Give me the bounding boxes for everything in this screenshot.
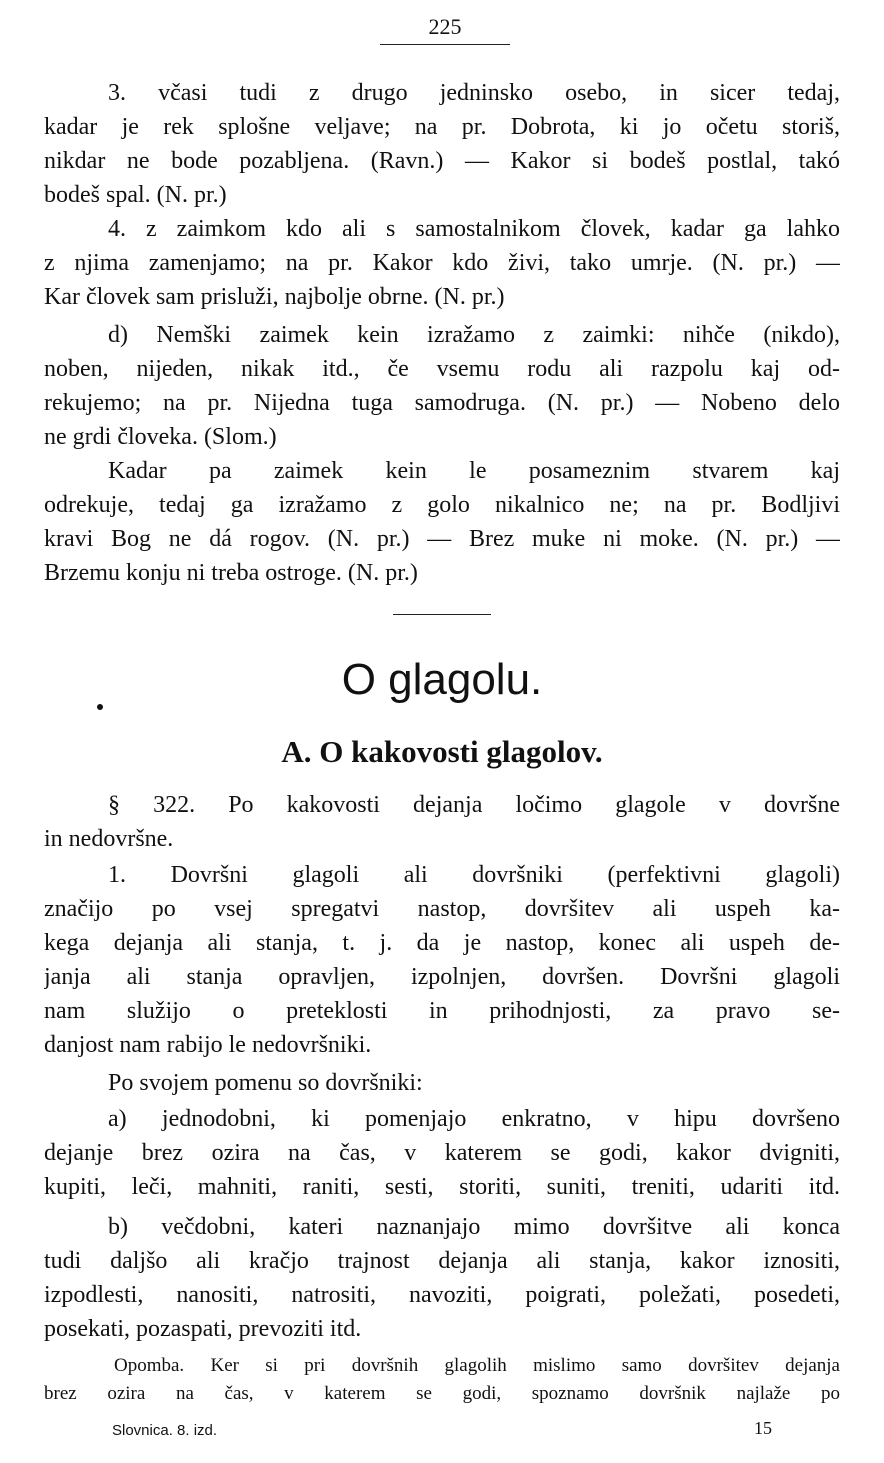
text-line: kupiti, leči, mahniti, raniti, sesti, storiti, suniti, treniti, udariti itd.	[44, 1174, 840, 1200]
text-line: § 322. Po kakovosti dejanja ločimo glagole v dovršne	[108, 792, 840, 818]
text-line: in nedovršne.	[44, 826, 174, 852]
text-line: posekati, pozaspati, prevoziti itd.	[44, 1316, 362, 1342]
text-line: danjost nam rabijo le nedovršniki.	[44, 1032, 372, 1058]
text-line: tudi daljšo ali kračjo trajnost dejanja ali stanja, kakor iznositi,	[44, 1248, 840, 1274]
chapter-heading: O glagolu.	[341, 655, 543, 704]
text-line: ne grdi človeka. (Slom.)	[44, 424, 277, 450]
text-line: Kar človek sam prisluži, najbolje obrne. (N. pr.)	[44, 284, 505, 310]
text-line: bodeš spal. (N. pr.)	[44, 182, 227, 208]
text-line: b) večdobni, kateri naznanjajo mimo dovršitve ali konca	[108, 1214, 840, 1240]
text-line: a) jednodobni, ki pomenjajo enkratno, v hipu dovršeno	[108, 1106, 840, 1132]
text-line: dejanje brez ozira na čas, v katerem se godi, kakor dvigniti,	[44, 1140, 840, 1166]
text-line: z njima zamenjamo; na pr. Kakor kdo živi, tako umrje. (N. pr.) —	[44, 250, 840, 276]
section-heading: A. O kakovosti glagolov.	[281, 734, 603, 769]
text-line: kadar je rek splošne veljave; na pr. Dobrota, ki jo očetu storiš,	[44, 114, 840, 140]
text-line: noben, nijeden, nikak itd., če vsemu rodu ali razpolu kaj od-	[44, 356, 840, 382]
text-line: kravi Bog ne dá rogov. (N. pr.) — Brez muke ni moke. (N. pr.) —	[44, 526, 840, 552]
text-line: Brzemu konju ni treba ostroge. (N. pr.)	[44, 560, 418, 586]
text-line: nikdar ne bode pozabljena. (Ravn.) — Kakor si bodeš postlal, takó	[44, 148, 840, 174]
section-divider	[393, 614, 491, 615]
text-line: 4. z zaimkom kdo ali s samostalnikom človek, kadar ga lahko	[108, 216, 840, 242]
page-number: 225	[380, 14, 510, 45]
text-line: izpodlesti, nanositi, natrositi, navoziti, poigrati, poležati, posedeti,	[44, 1282, 840, 1308]
text-line: Kadar pa zaimek kein le posameznim stvarem kaj	[108, 458, 840, 484]
text-line: kega dejanja ali stanja, t. j. da je nastop, konec ali uspeh de-	[44, 930, 840, 956]
text-line: 1. Dovršni glagoli ali dovršniki (perfektivni glagoli)	[108, 862, 840, 888]
footer-signature: Slovnica. 8. izd.	[112, 1422, 218, 1439]
note-line: brez ozira na čas, v katerem se godi, spoznamo dovršnik najlaže po	[44, 1383, 840, 1404]
text-line: janja ali stanja opravljen, izpolnjen, dovršen. Dovršni glagoli	[44, 964, 840, 990]
text-line: rekujemo; na pr. Nijedna tuga samodruga. (N. pr.) — Nobeno delo	[44, 390, 840, 416]
text-line: 3. včasi tudi z drugo jedninsko osebo, in sicer tedaj,	[108, 80, 840, 106]
text-line: nam služijo o preteklosti in prihodnjosti, za pravo se-	[44, 998, 840, 1024]
note-line: Opomba. Ker si pri dovršnih glagolih mislimo samo dovršitev dejanja	[114, 1355, 840, 1376]
footer-sheet-number: 15	[754, 1418, 772, 1438]
text-line: značijo po vsej spregatvi nastop, dovršitev ali uspeh ka-	[44, 896, 840, 922]
text-line: Po svojem pomenu so dovršniki:	[108, 1070, 423, 1096]
text-line: odrekuje, tedaj ga izražamo z golo nikalnico ne; na pr. Bodljivi	[44, 492, 840, 518]
text-line: d) Nemški zaimek kein izražamo z zaimki: nihče (nikdo),	[108, 322, 840, 348]
